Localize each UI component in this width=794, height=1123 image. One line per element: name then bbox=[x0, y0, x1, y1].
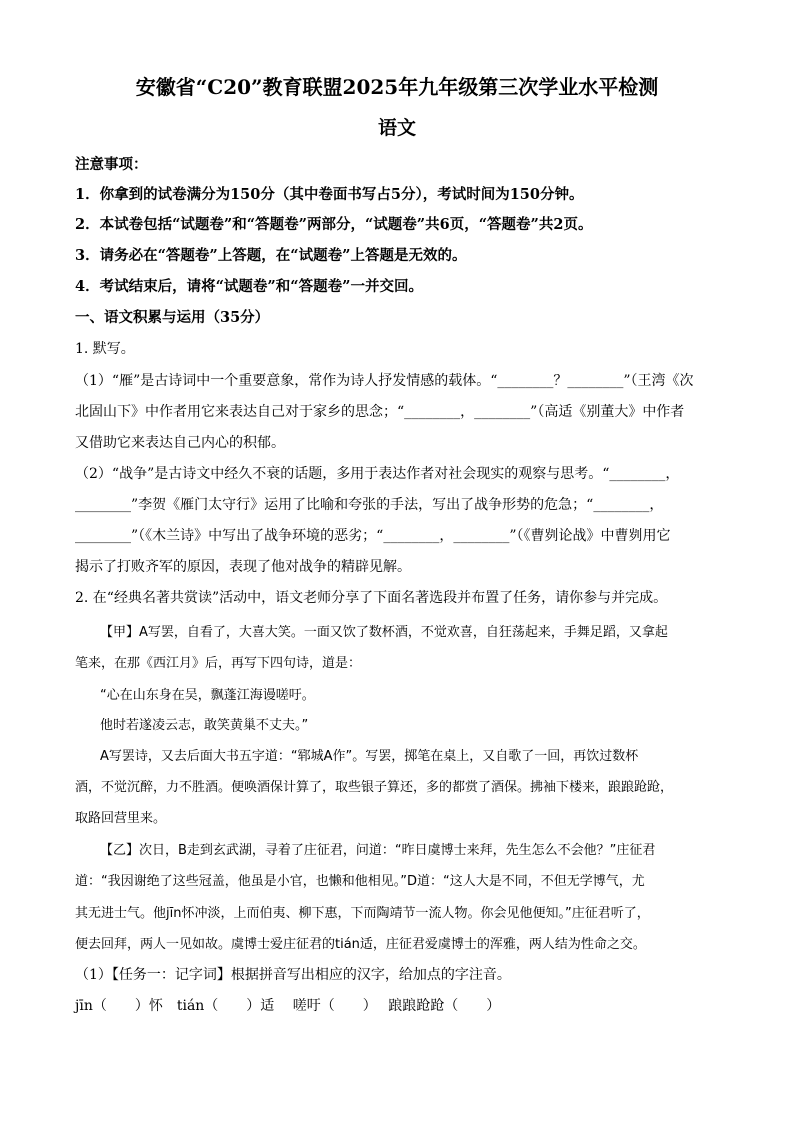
question-2-stem: 2. 在“经典名著共赏读”活动中，语文老师分享了下面名著选段并布置了任务，请你参与并完成。 bbox=[75, 590, 668, 606]
excerpt-yi: 道：“我因谢绝了这些冠盖，他虽是小官，也懒和他相见。”D道：“这人大是不同，不但无学博气，尤 bbox=[75, 874, 645, 889]
question-1-part-1: 又借助它来表达自己内心的积郁。 bbox=[75, 435, 285, 451]
excerpt-jia-continued: 酒，不觉沉醉，力不胜酒。便唤酒保计算了，取些银子算还，多的都赏了酒保。拂袖下楼来，踉踉跄跄， bbox=[75, 780, 674, 795]
excerpt-yi: 【乙】次日，B走到玄武湖，寻着了庄征君，问道：“昨日虞博士来拜，先生怎么不会他？”庄征君 bbox=[100, 843, 656, 858]
question-1-part-1: （1）“雁”是古诗词中一个重要意象，常作为诗人抒发情感的载体。“________？________”（王湾《次 bbox=[75, 373, 694, 389]
excerpt-jia-continued: A写罢诗，又去后面大书五字道：“郓城A作”。写罢，掷笔在桌上，又自歌了一回，再饮过数杯 bbox=[100, 749, 639, 764]
note-item: 1．你拿到的试卷满分为150分（其中卷面书写占5分），考试时间为150分钟。 bbox=[75, 186, 584, 203]
excerpt-yi: 其无进士气。他jīn怀冲淡，上而伯夷、柳下惠，下而陶靖节一流人物。你会见他便知。”庄征君听了， bbox=[75, 906, 650, 921]
task-1-blanks: jīn（ ）怀 tián（ ）适 嗟吁（ ） 踉踉跄跄（ ） bbox=[75, 998, 501, 1014]
excerpt-jia: 笔来，在那《西江月》后，再写下四句诗，道是： bbox=[75, 656, 362, 671]
excerpt-jia-continued: 取路回营里来。 bbox=[75, 811, 167, 826]
notes-heading: 注意事项： bbox=[75, 156, 148, 173]
question-1-stem: 1. 默写。 bbox=[75, 341, 135, 357]
note-item: 2．本试卷包括“试题卷”和“答题卷”两部分，“试题卷”共6页，“答题卷”共2页。 bbox=[75, 216, 593, 233]
section-heading: 一、语文积累与运用（35分） bbox=[75, 309, 270, 326]
excerpt-yi: 便去回拜，两人一见如故。虞博士爱庄征君的tián适，庄征君爱虞博士的浑雅，两人结为性命之交。 bbox=[75, 937, 646, 952]
question-1-part-2: ________”（《木兰诗》中写出了战争环境的恶劣；“________，________”（《曹刿论战》中曹刿用它 bbox=[75, 528, 671, 544]
subject-title: 语文 bbox=[377, 117, 416, 139]
task-1-instruction: （1）【任务一：记字词】根据拼音写出相应的汉字，给加点的字注音。 bbox=[75, 967, 511, 983]
exam-title: 安徽省“C20”教育联盟2025年九年级第三次学业水平检测 bbox=[135, 75, 659, 99]
excerpt-jia: 【甲】A写罢，自看了，大喜大笑。一面又饮了数杯酒，不觉欢喜，自狂荡起来，手舞足蹈，又拿起 bbox=[100, 625, 668, 640]
question-1-part-1: 北固山下》中作者用它来表达自己对于家乡的思念；“________，________”（高适《别董大》中作者 bbox=[75, 404, 685, 420]
question-1-part-2: 揭示了打败齐军的原因，表现了他对战争的精辟见解。 bbox=[75, 559, 411, 575]
question-1-part-2: （2）“战争”是古诗文中经久不衰的话题，多用于表达作者对社会现实的观察与思考。“________， bbox=[75, 466, 680, 482]
poem-line: “心在山东身在吴，飘蓬江海谩嗟吁。 bbox=[100, 688, 315, 703]
note-item: 3．请务必在“答题卷”上答题，在“试题卷”上答题是无效的。 bbox=[75, 247, 467, 264]
note-item: 4．考试结束后，请将“试题卷”和“答题卷”一并交回。 bbox=[75, 278, 423, 295]
question-1-part-2: ________”李贺《雁门太守行》运用了比喻和夸张的手法，写出了战争形势的危急；“________， bbox=[75, 497, 664, 513]
poem-line: 他时若遂凌云志，敢笑黄巢不丈夫。” bbox=[100, 718, 309, 733]
